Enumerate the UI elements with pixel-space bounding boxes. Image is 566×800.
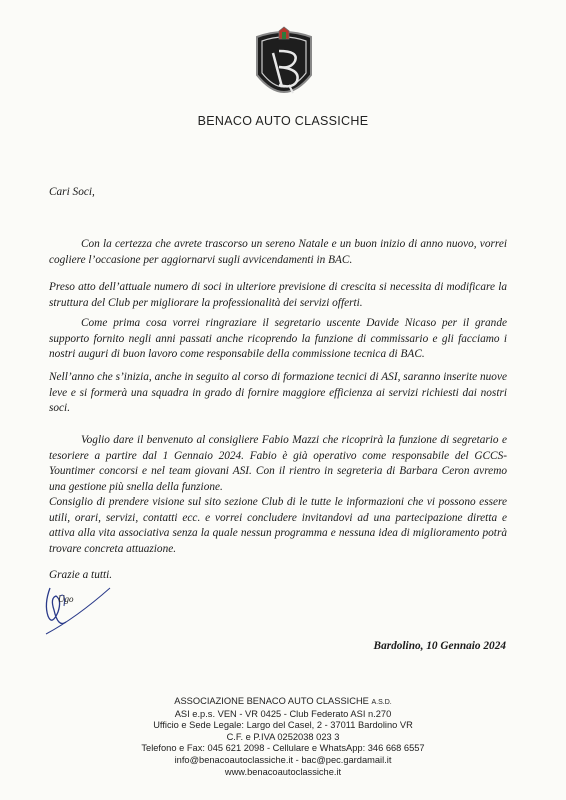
paragraph-5: Voglio dare il benvenuto al consigliere Fabio Mazzi che ricoprirà la funzione di segretario e tesoriere a partire dal 1 Gennaio 2024. Fabio è già operativo come responsabile del GCCS-Yountimer concorsi e nel team giovani ASI. Con il rientro in segreteria di Barbara Ceron avremo una gestione più snella della funzione. [49,434,507,493]
logo-letter: B [284,7,285,8]
footer-address: Ufficio e Sede Legale: Largo del Casel, 2 - 37011 Bardolino VR [153,720,413,731]
footer-emails: info@benacoautoclassiche.it - bac@pec.gardamail.it [174,754,392,765]
letter-closing: Grazie a tutti. [49,569,113,581]
place-date: Bardolino, 10 Gennaio 2024 [373,640,506,652]
footer-asd: A.S.D. [371,699,392,706]
footer [0,696,566,778]
signature-text: Ugo [58,594,74,604]
footer-association-line [0,696,566,709]
paragraph-3: Come prima cosa vorrei ringraziare il segretario uscente Davide Nicaso per il grande supporto fornito negli anni passati anche ricoprendo la funzione di commissario e gli facciamo i nostri auguri di buon lavoro come responsabile della commissione tecnica di BAC. [49,317,507,360]
letter-greeting: Cari Soci, [49,186,95,198]
footer-tax-id: C.F. e P.IVA 0252038 023 3 [226,731,340,742]
paragraph-4: Nell’anno che s’inizia, anche in seguito al corso di formazione tecnici di ASI, saranno inserite nuove leve e si formerà una squadra in grado di fornire maggiore efficienza ai servizi richiesti dai nostri soci. [49,371,507,414]
footer-association-name: ASSOCIAZIONE BENACO AUTO CLASSICHE [174,696,369,706]
organization-name: BENACO AUTO CLASSICHE [197,114,369,128]
paragraph-1: Con la certezza che avrete trascorso un sereno Natale e un buon inizio di anno nuovo, vorrei cogliere l’occasione per aggiornarvi sugli avvicendamenti in BAC. [49,238,507,266]
handwritten-signature [36,576,116,636]
paragraph-6: Consiglio di prendere visione sul sito sezione Club di le tutte le informazioni che vi possono essere utili, orari, servizi, contatti ecc. e vorrei concludere invitandovi ad una partecipazione diretta e attiva alla vita associativa senza la quale nessun programma e nessuna idea di miglioramento potrà trovare concreta attuazione. [49,496,507,555]
footer-phone: Telefono e Fax: 045 621 2098 - Cellulare e WhatsApp: 346 668 6557 [141,743,425,754]
paragraph-2: Preso atto dell’attuale numero di soci in ulteriore previsione di crescita si necessita di modificare la struttura del Club per migliorare la professionalità dei servizi offerti. [49,281,507,309]
footer-registration: ASI e.p.s. VEN - VR 0425 - Club Federato ASI n.270 [174,708,392,719]
footer-website: www.benacoautoclassiche.it [224,766,342,777]
